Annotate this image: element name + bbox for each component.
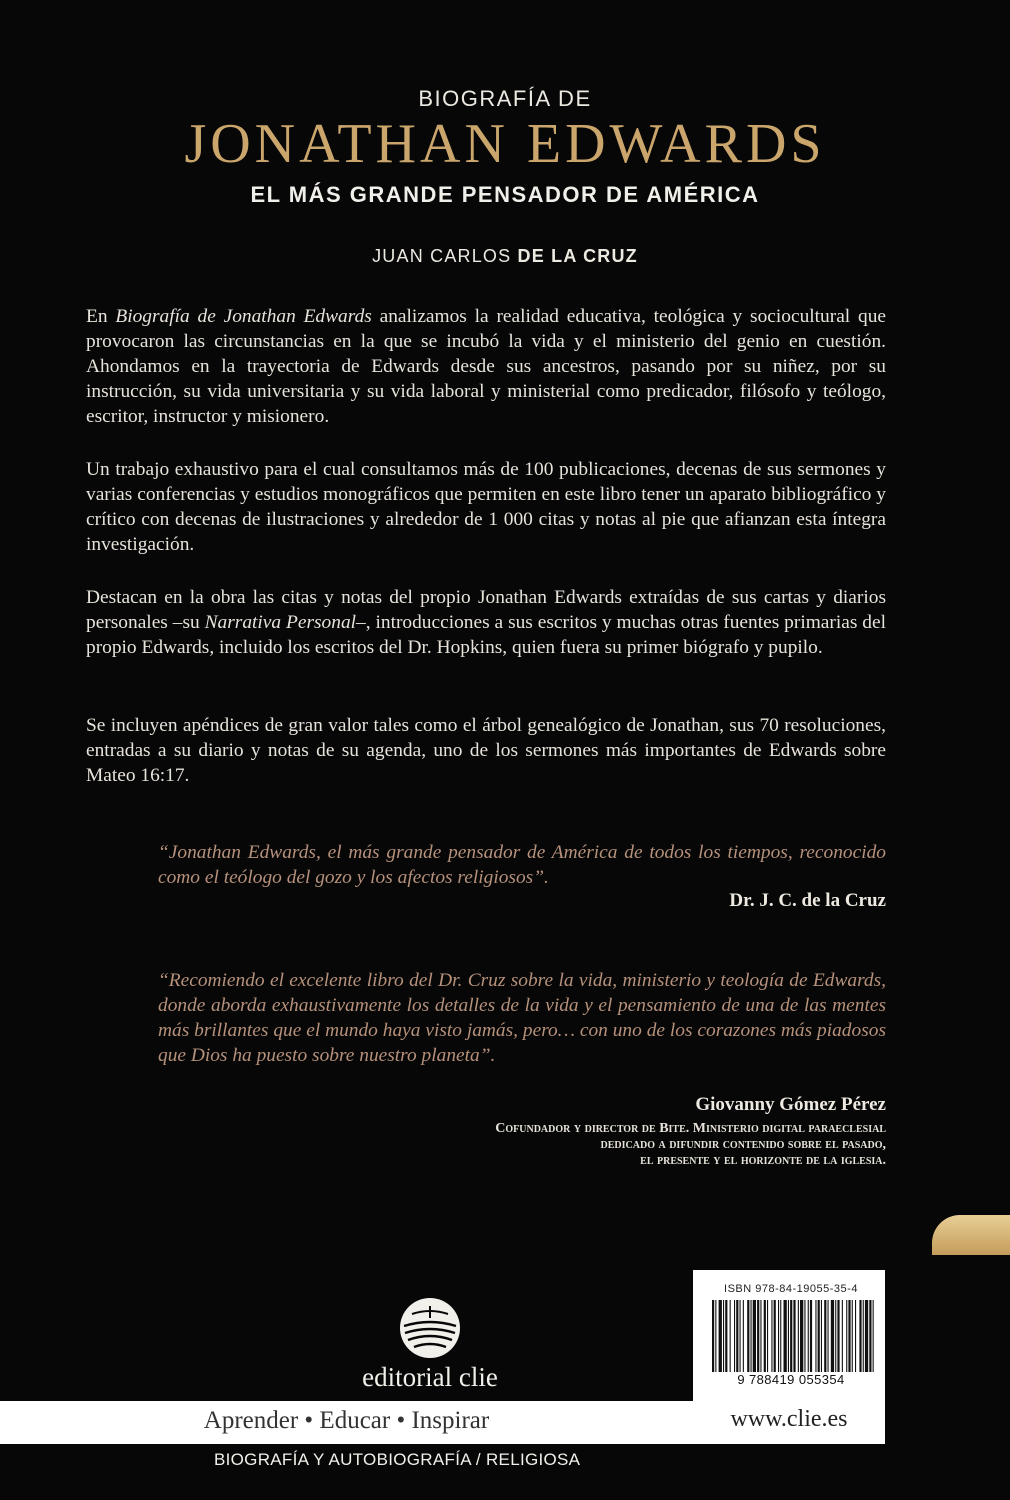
- role-line: el presente y el horizonte de la iglesia.: [640, 1153, 886, 1168]
- barcode-bar: [852, 1300, 853, 1372]
- publisher-slogan: Aprender • Educar • Inspirar: [203, 1407, 490, 1434]
- barcode-bar: [740, 1300, 741, 1372]
- barcode-bar: [784, 1300, 787, 1372]
- barcode-bar: [778, 1300, 779, 1372]
- publisher-website: www.clie.es: [730, 1406, 848, 1432]
- author-first-name: JUAN CARLOS: [372, 246, 512, 266]
- barcode-bar: [780, 1300, 781, 1372]
- author-last-name: DE LA CRUZ: [517, 246, 638, 266]
- barcode-bar: [774, 1300, 776, 1372]
- barcode-bar: [808, 1300, 809, 1372]
- barcode-bar: [736, 1300, 738, 1372]
- quote-1-text: “Jonathan Edwards, el más grande pensador de América de todos los tiempos, reconocido como el teólogo del gozo y los afectos religiosos”.: [158, 842, 886, 888]
- description-paragraph-4: Se incluyen apéndices de gran valor tales como el árbol genealógico de Jonathan, sus 70 resoluciones, entradas a su diario y notas de su agenda, uno de los sermones más importantes de Edwards sobre Mateo 16:17.: [86, 715, 886, 786]
- barcode-bar: [821, 1300, 822, 1372]
- quote-2-author: Giovanny Gómez Pérez: [695, 1094, 886, 1115]
- barcode-bar: [764, 1300, 766, 1372]
- role-line: dedicado a difundir contenido sobre el pasado,: [600, 1137, 886, 1152]
- description-paragraph-1: [86, 304, 886, 429]
- p1-book-title: Biografía de Jonathan Edwards: [115, 306, 372, 327]
- book-title: JONATHAN EDWARDS: [184, 113, 826, 175]
- barcode-bar: [719, 1300, 722, 1372]
- barcode-bar: [804, 1300, 805, 1372]
- barcode-bar: [828, 1300, 829, 1372]
- barcode-bar: [715, 1300, 716, 1372]
- book-author: [0, 246, 1010, 267]
- barcode-bar: [810, 1300, 812, 1372]
- barcode-bar: [743, 1300, 744, 1372]
- publisher-name: editorial clie: [362, 1362, 498, 1392]
- barcode-bar: [747, 1300, 749, 1372]
- role-line: Cofundador y director de Bite. Ministerio digital paraeclesial: [495, 1121, 886, 1136]
- barcode-bar: [869, 1300, 871, 1372]
- pre-title: BIOGRAFÍA DE: [418, 86, 592, 111]
- barcode-bar: [835, 1300, 836, 1372]
- barcode-bar: [818, 1300, 820, 1372]
- barcode-bar: [837, 1300, 839, 1372]
- barcode-bar: [767, 1300, 768, 1372]
- barcode-bar: [865, 1300, 868, 1372]
- publisher-logo: [360, 1296, 500, 1365]
- barcode-bar: [771, 1300, 772, 1372]
- barcode-bar: [751, 1300, 752, 1372]
- barcode-bar: [800, 1300, 803, 1372]
- barcode-bar: [798, 1300, 799, 1372]
- barcode-bar: [757, 1300, 759, 1372]
- barcode-bar: [824, 1300, 826, 1372]
- barcode-bar: [863, 1300, 864, 1372]
- barcode-bar: [793, 1300, 795, 1372]
- description-paragraph-3: [86, 585, 886, 660]
- barcode-bar: [873, 1300, 874, 1372]
- p1-text: analizamos la realidad educativa, teológica y sociocultural que provocaron las circunstancias en la que se incubó la vida y el ministerio del genio en cuestión. Ahondamos en la trayectoria de Edwards desde sus ancestros, pasando por su niñez, por su instrucción, su vida universitaria y su vida laboral y ministerial como predicador, filósofo y teólogo, escritor, instructor y misionero.: [86, 306, 886, 427]
- p1-lead: En: [86, 306, 116, 327]
- barcode-bar: [855, 1300, 856, 1372]
- barcode-bar: [723, 1300, 724, 1372]
- isbn-label: ISBN 978-84-19055-35-4: [724, 1283, 858, 1295]
- barcode-bar: [831, 1300, 834, 1372]
- barcode-bar: [753, 1300, 756, 1372]
- barcode-bar: [734, 1300, 735, 1372]
- barcode-bar: [788, 1300, 789, 1372]
- quote-2-author-role: [286, 1121, 886, 1169]
- barcode-bar: [842, 1300, 843, 1372]
- barcode-bar: [760, 1300, 761, 1372]
- gold-tab-decoration: [932, 1215, 1010, 1255]
- barcode-digits: 9 788419 055354: [737, 1372, 845, 1387]
- quote-1-author: Dr. J. C. de la Cruz: [729, 890, 886, 911]
- barcode-bar: [790, 1300, 792, 1372]
- book-category: BIOGRAFÍA Y AUTOBIOGRAFÍA / RELIGIOSA: [214, 1450, 581, 1469]
- book-subtitle: EL MÁS GRANDE PENSADOR DE AMÉRICA: [250, 182, 760, 207]
- barcode-bar: [859, 1300, 861, 1372]
- barcode-bar: [846, 1300, 847, 1372]
- open-book-globe-icon: [398, 1296, 462, 1360]
- barcode-bar: [725, 1300, 727, 1372]
- p3-text-a: Destacan en la obra las citas y notas del propio Jonathan Edwards extraídas de sus cartas y diarios personales –su: [86, 587, 886, 633]
- barcode-bar: [712, 1300, 714, 1372]
- description-paragraph-2: Un trabajo exhaustivo para el cual consultamos más de 100 publicaciones, decenas de sus sermones y varias conferencias y estudios monográficos que permiten en este libro tener un aparato bibliográfico y crítico con decenas de ilustraciones y alrededor de 1 000 citas y notas al pie que afianzan esta íntegra investigación.: [86, 459, 886, 555]
- barcode-bar: [848, 1300, 850, 1372]
- barcode-bar: [815, 1300, 816, 1372]
- p3-text-b: –, introducciones a sus escritos y muchas otras fuentes primarias del propio Edwards, incluido los escritos del Dr. Hopkins, quien fuera su primer biógrafo y pupilo.: [86, 612, 886, 658]
- barcode: [710, 1300, 876, 1372]
- barcode-bar: [730, 1300, 731, 1372]
- p3-emphasis: Narrativa Personal: [204, 612, 357, 633]
- quote-2-text: “Recomiendo el excelente libro del Dr. Cruz sobre la vida, ministerio y teología de Edwards, donde aborda exhaustivamente los detalles de la vida y el pensamiento de una de las mentes más brillantes que el mundo haya visto jamás, pero… con uno de los corazones más piadosos que Dios ha puesto sobre nuestro planeta”.: [158, 970, 886, 1066]
